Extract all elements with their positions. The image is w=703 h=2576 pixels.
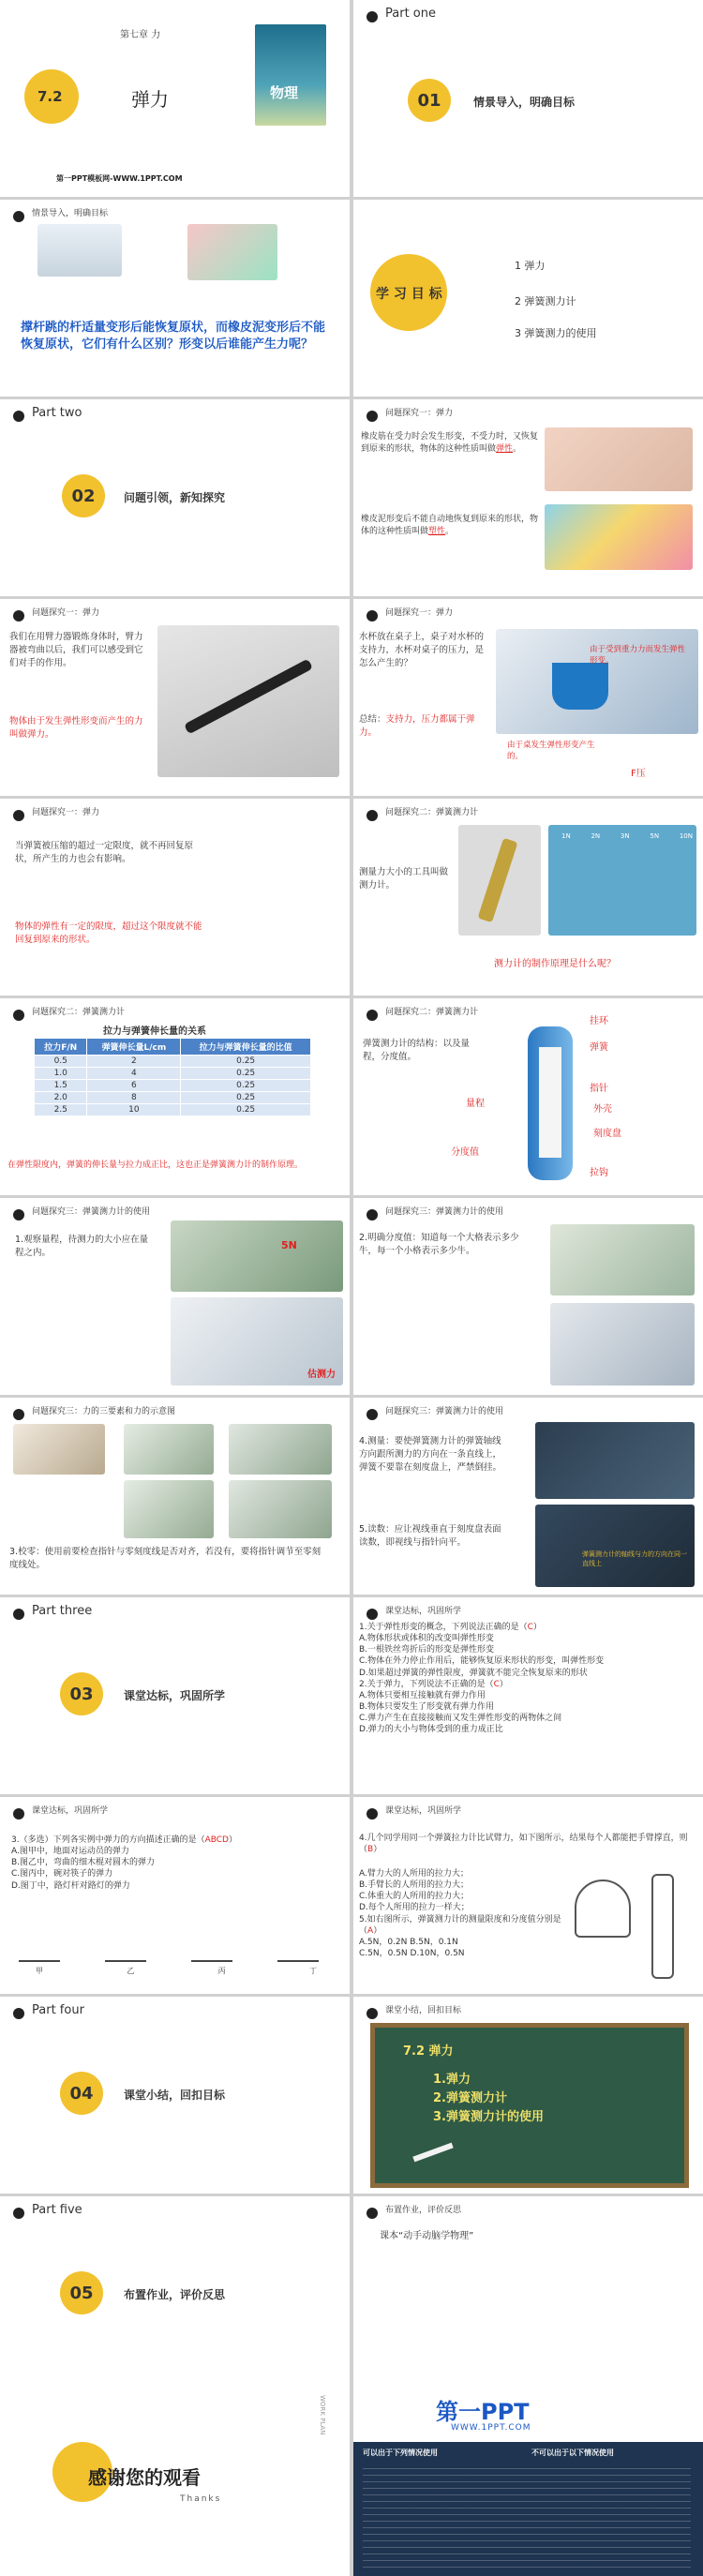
slide-header: 课堂达标，巩固所学	[385, 1607, 462, 1616]
section-number: 05	[60, 2271, 103, 2314]
slide-brand	[353, 2376, 703, 2576]
table-cell: 0.25	[181, 1104, 311, 1116]
plasticine-photo	[187, 224, 277, 280]
part-label-ring: 挂环	[590, 1016, 608, 1026]
bullet-dot	[13, 411, 24, 422]
cup-question: 水杯放在桌子上，桌子对水杯的支持力，水杯对桌子的压力，是怎么产生的？	[359, 632, 485, 668]
q1-answer: C	[527, 1623, 533, 1632]
part-label-range: 量程	[466, 1099, 485, 1109]
bullet-dot	[13, 1010, 24, 1021]
q3-close: ）	[228, 1835, 237, 1845]
chalk-piece	[412, 2143, 453, 2163]
hand-scale-photo	[171, 1297, 343, 1385]
bullet-dot	[366, 11, 378, 22]
principle-question: 测力计的制作原理是什么呢？	[494, 959, 616, 969]
table-cell: 10	[87, 1104, 181, 1116]
slide-usage-1	[0, 1198, 350, 1395]
slide-homework	[353, 2196, 703, 2393]
quiz-3	[11, 1835, 339, 1892]
q3-option: B.图乙中，弯曲的细木棍对圆木的弹力	[11, 1858, 156, 1868]
calibration-photo-3	[229, 1424, 332, 1475]
figure-label-row	[36, 1966, 317, 1976]
slide-part-two	[0, 399, 350, 596]
q2-stem: 2.关于弹力，下列说法不正确的是（	[359, 1679, 494, 1689]
table-note: 在弹性限度内，弹簧的伸长量与拉力成正比，这也正是弹簧测力计的制作原理。	[7, 1161, 304, 1170]
figure-label: 乙	[127, 1967, 135, 1975]
figure-label: 丁	[308, 1967, 317, 1975]
q1-stem: 1.关于弹性形变的概念，下列说法正确的是（	[359, 1623, 528, 1632]
table-cell: 0.25	[181, 1080, 311, 1092]
scale-division-photo-1	[550, 1224, 695, 1295]
table-header-row	[35, 1039, 311, 1056]
dynamometer-diagram	[528, 1026, 573, 1180]
spring-bar	[184, 658, 313, 734]
q3-stem: 3.（多选）下列各实例中弹力的方向描述正确的是（	[11, 1835, 205, 1845]
slide-header: 问题探究三：弹簧测力计的使用	[385, 1407, 504, 1416]
section-number: 03	[60, 1672, 103, 1715]
scale-division-photo-2	[550, 1303, 695, 1385]
part-label-hook: 拉钩	[590, 1168, 608, 1178]
bullet-dot	[13, 2208, 24, 2219]
quiz-1	[359, 1622, 698, 1735]
objective-item: 1 弹力	[515, 260, 546, 272]
measuring-caption: 弹簧测力计的轴线与力的方向在同一直线上	[582, 1550, 687, 1567]
scale-label: 5N	[650, 832, 660, 840]
summary-label: 总结：	[359, 714, 386, 725]
elastic-end: 。	[513, 444, 522, 455]
slide-header: 问题探究三：力的三要素和力的示意图	[32, 1407, 176, 1416]
section-number: 02	[62, 474, 105, 517]
slide-part-three	[0, 1597, 350, 1794]
bullet-dot	[13, 610, 24, 622]
brand-panel	[353, 2442, 703, 2576]
q2-option: D.弹力的大小与物体受到的重力成正比	[359, 1725, 503, 1735]
q4-option: D.每个人所用的拉力一样大；	[359, 1903, 470, 1913]
figure-sketch	[277, 1926, 319, 1962]
calibration-photo-5	[229, 1480, 332, 1538]
spring-compress-text: 当弹簧被压缩的超过一定限度，就不再回复原状，所产生的力也会有影响。	[15, 841, 194, 864]
board-item: 1.弹力	[433, 2073, 471, 2087]
slide-usage-4	[353, 1398, 703, 1595]
board-item: 3.弹簧测力计的使用	[433, 2110, 544, 2124]
slide-quiz-1	[353, 1597, 703, 1794]
table-header-cell: 弹簧伸长量L/cm	[87, 1039, 181, 1056]
pole-vault-photo	[37, 224, 122, 277]
plastic-desc: 橡皮泥形变后不能自动地恢复到原来的形状，物体的这种性质叫做	[361, 515, 539, 537]
q3-option: A.图甲中，地面对运动员的弹力	[11, 1847, 129, 1857]
cup-label-1: 由于受到重力力而发生弹性形变。	[590, 645, 686, 666]
plastic-end: 。	[445, 527, 455, 537]
table-cell: 2	[87, 1056, 181, 1068]
objectives-title: 学 习 目 标	[376, 287, 442, 302]
cover-title: 弹力	[131, 88, 169, 111]
arm-exerciser-text: 我们在用臂力器锻炼身体时，臂力器被弯曲以后，我们可以感受到它们对手的作用。	[9, 632, 143, 668]
q5-option: A.5N，0.2N B.5N，0.1N	[359, 1937, 458, 1947]
part-label: Part three	[32, 1604, 93, 1618]
bullet-dot	[366, 610, 378, 622]
board-title: 7.2 弹力	[403, 2044, 454, 2059]
section-title: 问题引领，新知探究	[124, 491, 226, 504]
section-title: 课堂小结，回扣目标	[124, 2089, 226, 2102]
slide-elastic-force	[0, 599, 350, 796]
cover-book	[255, 24, 326, 126]
bullet-dot	[366, 810, 378, 821]
figure-sketch	[105, 1926, 146, 1962]
section-title: 布置作业，评价反思	[124, 2288, 226, 2301]
bullet-dot	[13, 1409, 24, 1420]
figure-label: 丙	[217, 1967, 226, 1975]
elastic-desc: 橡皮筋在受力时会发生形变，不受力时，又恢复到原来的形状，物体的这种性质叫做	[361, 432, 539, 455]
table-caption: 拉力与弹簧伸长量的关系	[103, 1026, 206, 1037]
section-number: 01	[408, 79, 451, 122]
q4-answer: B	[367, 1845, 374, 1855]
table-cell: 1.5	[35, 1080, 87, 1092]
brand-url: WWW.1PPT.COM	[451, 2423, 531, 2433]
q5-answer: A	[367, 1925, 374, 1936]
q4-option: C.体重大的人所用的拉力大；	[359, 1892, 470, 1902]
spring-scale-sketch	[651, 1874, 674, 1979]
brand-logo: 第一PPT	[436, 2399, 530, 2425]
scales-set-photo	[548, 825, 696, 936]
chalkboard	[370, 2023, 689, 2188]
scale-label: 2N	[591, 832, 601, 840]
bullet-dot	[366, 1409, 378, 1420]
bullet-dot	[366, 2208, 378, 2219]
thanks-en: Thanks	[180, 2494, 222, 2504]
figure-label: 甲	[36, 1967, 43, 1975]
figure-sketch	[191, 1926, 232, 1962]
elastic-limit-text: 物体的弹性有一定的限度，超过这个限度就不能回复到原来的形状。	[15, 921, 202, 945]
bullet-dot	[13, 211, 24, 222]
part-label: Part one	[385, 7, 436, 21]
bullet-dot	[13, 1808, 24, 1820]
table-cell: 0.5	[35, 1056, 87, 1068]
slide-header: 问题探究二：弹簧测力计	[385, 1008, 479, 1017]
scale-window	[539, 1047, 561, 1158]
figure-row	[19, 1915, 319, 1962]
brand-col-2: 不可以出于以下情况使用	[531, 2449, 614, 2457]
quiz-2-question	[359, 1679, 698, 1690]
table-cell: 2.5	[35, 1104, 87, 1116]
section-number: 04	[60, 2072, 103, 2115]
section-title: 课堂达标，巩固所学	[124, 1689, 226, 1702]
slide-header: 问题探究一：弹力	[32, 808, 100, 817]
slide-intro	[0, 200, 350, 397]
elastic-force-definition: 物体由于发生弹性形变而产生的力叫做弹力。	[9, 716, 143, 740]
table-header-cell: 拉力与弹簧伸长量的比值	[181, 1039, 311, 1056]
slide-dynamometer	[353, 799, 703, 996]
table-cell: 0.25	[181, 1092, 311, 1104]
cover-num: 7.2	[37, 88, 63, 105]
table-row	[35, 1068, 311, 1080]
calibration-photo-1	[13, 1424, 105, 1475]
slide-cup-force	[353, 599, 703, 796]
cup-summary	[359, 713, 492, 740]
brand-lines	[363, 2463, 691, 2568]
spring-data-table	[34, 1038, 311, 1116]
q5-stem: 5.如右图所示，弹簧测力计的测量限度和分度值分别是（	[359, 1914, 561, 1936]
table-cell: 1.0	[35, 1068, 87, 1080]
quiz-4-question	[359, 1833, 698, 1855]
slide-quiz-2	[0, 1797, 350, 1994]
cover-book-title: 物理	[270, 84, 299, 101]
side-text: WORK PLAN	[319, 2395, 326, 2435]
usage-step-5: 5.读数：应让视线垂直于刻度盘表面读数，即视线与指针向平。	[359, 1524, 501, 1548]
figure-sketch	[19, 1926, 60, 1962]
bullet-dot	[366, 1808, 378, 1820]
plastic-blank: 塑性	[428, 527, 446, 537]
table-row	[35, 1080, 311, 1092]
thanks-title: 感谢您的观看	[88, 2466, 201, 2489]
slide-usage-2	[353, 1198, 703, 1395]
objective-item: 3 弹簧测力的使用	[515, 327, 597, 339]
bullet-dot	[13, 810, 24, 821]
part-label: Part five	[32, 2203, 82, 2217]
q2-option: A.物体只要相互接触就有弹力作用	[359, 1690, 486, 1700]
bullet-dot	[366, 1010, 378, 1021]
q5-option: C.5N，0.5N D.10N，0.5N	[359, 1948, 465, 1958]
brand-col-1: 可以出于下列情况使用	[363, 2449, 438, 2457]
bullet-dot	[13, 1209, 24, 1221]
scale-label: 1N	[561, 832, 571, 840]
cup-shape	[552, 663, 608, 710]
table-body	[35, 1056, 311, 1116]
estimate-tag: 估测力	[307, 1370, 336, 1380]
slide-thanks	[0, 2376, 350, 2576]
bullet-dot	[13, 1609, 24, 1620]
q3-answer: ABCD	[204, 1835, 229, 1845]
dynamometer-definition: 测量力大小的工具叫做测力计。	[359, 867, 449, 891]
slide-header: 课堂达标，巩固所学	[32, 1806, 109, 1816]
slide-cover	[0, 0, 350, 197]
elastic-blank: 弹性	[496, 444, 514, 455]
slide-header: 问题探究三：弹簧测力计的使用	[385, 1207, 504, 1217]
board-item: 2.弹簧测力计	[433, 2091, 507, 2105]
slide-elastic-limit	[0, 799, 350, 996]
scale-closeup-photo	[171, 1221, 343, 1292]
slide-header: 问题探究二：弹簧测力计	[32, 1008, 126, 1017]
objective-item: 2 弹簧测力计	[515, 295, 576, 307]
slide-usage-3	[0, 1398, 350, 1595]
slide-objectives	[353, 200, 703, 397]
slide-header: 布置作业，评价反思	[385, 2206, 462, 2215]
q4-close: ）	[373, 1845, 382, 1855]
force-label: F压	[631, 769, 646, 779]
table-cell: 0.25	[181, 1068, 311, 1080]
slide-header: 问题探究三：弹簧测力计的使用	[32, 1207, 151, 1217]
usage-step-2: 2.明确分度值：知道每一个大格表示多少牛，每一个小格表示多少牛。	[359, 1233, 519, 1256]
slide-part-five	[0, 2196, 350, 2393]
q1-option: A.物体形状或体积的改变叫弹性形变	[359, 1634, 494, 1644]
slide-header: 课堂小结，回扣目标	[385, 2006, 462, 2015]
q1-close: ）	[532, 1623, 542, 1632]
slide-part-four	[0, 1997, 350, 2194]
scale-label: 3N	[620, 832, 630, 840]
table-cell: 0.25	[181, 1056, 311, 1068]
bullet-dot	[366, 1609, 378, 1620]
quiz-4-options	[359, 1868, 565, 1959]
slide-header: 问题探究一：弹力	[32, 608, 100, 618]
table-row	[35, 1104, 311, 1116]
scale-label: 10N	[679, 832, 693, 840]
slide-header: 课堂达标，巩固所学	[385, 1806, 462, 1816]
q1-option: C.物体在外力停止作用后，能够恢复原来形状的形变，叫弹性形变	[359, 1656, 605, 1667]
scale-label-row	[561, 832, 693, 840]
mark-label: 5N	[281, 1239, 297, 1251]
slide-header: 情景导入，明确目标	[32, 209, 109, 218]
table-cell: 8	[87, 1092, 181, 1104]
slide-structure	[353, 998, 703, 1195]
structure-text: 弹簧测力计的结构：以及量程，分度值。	[363, 1039, 471, 1062]
slide-quiz-3	[353, 1797, 703, 1994]
quiz-4	[359, 1833, 698, 1855]
calibration-photo-4	[124, 1480, 214, 1538]
part-label-division: 分度值	[451, 1147, 479, 1158]
q4-option: B.手臂长的人所用的拉力大；	[359, 1880, 470, 1891]
cover-footer: 第一PPT模板网-WWW.1PPT.COM	[56, 174, 183, 183]
part-label: Part two	[32, 406, 82, 420]
slide-elasticity	[353, 399, 703, 596]
slide-part-one	[353, 0, 703, 197]
elastic-text	[361, 431, 539, 456]
usage-step-4: 4.测量：要使弹簧测力计的弹簧轴线方向跟所测力的方向在一条直线上，弹簧不要靠在刻度盘上，严禁倒挂。	[359, 1436, 502, 1473]
part-label-pointer: 指针	[590, 1084, 608, 1094]
q1-option: D.如果超过弹簧的弹性限度，弹簧就不能完全恢复原来的形状	[359, 1668, 588, 1678]
bullet-dot	[366, 1209, 378, 1221]
table-row	[35, 1056, 311, 1068]
table-row	[35, 1092, 311, 1104]
weightlifter-sketch	[575, 1880, 631, 1938]
q2-answer: C	[493, 1679, 500, 1689]
cover-chapter: 第七章 力	[120, 30, 161, 40]
slide-header: 问题探究一：弹力	[385, 608, 454, 618]
plastic-text	[361, 514, 539, 538]
slide-table	[0, 998, 350, 1195]
q2-option: C.弹力产生在直接接触而又发生弹性形变的两物体之间	[359, 1714, 562, 1724]
spring-scale-photo	[458, 825, 541, 936]
q3-option: C.图丙中，碗对筷子的弹力	[11, 1869, 113, 1880]
part-label-dial: 刻度盘	[593, 1129, 621, 1139]
table-cell: 4	[87, 1068, 181, 1080]
measuring-photo-1	[535, 1422, 695, 1499]
quiz-5-question	[359, 1914, 565, 1937]
table-cell: 2.0	[35, 1092, 87, 1104]
q4-stem: 4.几个同学用同一个弹簧拉力计比试臂力，如下图所示，结果每个人都能把手臂撑直，则（	[359, 1834, 688, 1855]
homework-text: 课本“动手动脑学物理”	[380, 2231, 474, 2241]
plasticine-toys-photo	[545, 504, 693, 570]
slide-header: 问题探究二：弹簧测力计	[385, 808, 479, 817]
part-label: Part four	[32, 2003, 84, 2017]
table-header-cell: 拉力F/N	[35, 1039, 87, 1056]
quiz-1-question	[359, 1622, 698, 1633]
q4-option: A.臂力大的人所用的拉力大；	[359, 1869, 469, 1879]
arm-exerciser-photo	[157, 625, 339, 777]
intro-question: 撑杆跳的杆适量变形后能恢复原状，而橡皮泥变形后不能恢复原状，它们有什么区别？形变以后谁能产生力呢？	[21, 321, 326, 352]
q2-close: ）	[499, 1679, 508, 1689]
section-title: 情景导入，明确目标	[473, 96, 576, 109]
measuring-photo-2	[535, 1505, 695, 1587]
summary-text: 支持力，压力都属于弹力。	[359, 714, 475, 738]
q3-option: D.图丁中，路灯杆对路灯的弹力	[11, 1880, 130, 1891]
bullet-dot	[366, 2008, 378, 2019]
part-label-shell: 外壳	[593, 1104, 612, 1115]
usage-step-1: 1.观察量程，待测力的大小应在量程之内。	[15, 1235, 149, 1258]
scale-body	[477, 838, 517, 923]
rubber-band-photo	[545, 427, 693, 491]
slide-summary	[353, 1997, 703, 2194]
part-label-spring: 弹簧	[590, 1042, 608, 1053]
q1-option: B.一根铁丝弯折后的形变是弹性形变	[359, 1645, 495, 1655]
q2-option: B.物体只要发生了形变就有弹力作用	[359, 1701, 495, 1712]
bullet-dot	[13, 2008, 24, 2019]
usage-step-3: 3.校零：使用前要检查指针与零刻度线是否对齐，若没有，要将指针调节至零刻度线处。	[9, 1547, 322, 1570]
table-cell: 6	[87, 1080, 181, 1092]
bullet-dot	[366, 411, 378, 422]
calibration-photo-2	[124, 1424, 214, 1475]
slide-header: 问题探究一：弹力	[385, 409, 454, 418]
cup-label-2: 由于桌发生弹性形变产生的。	[507, 741, 595, 762]
quiz-3-question	[11, 1835, 339, 1846]
q5-close: ）	[373, 1925, 382, 1936]
